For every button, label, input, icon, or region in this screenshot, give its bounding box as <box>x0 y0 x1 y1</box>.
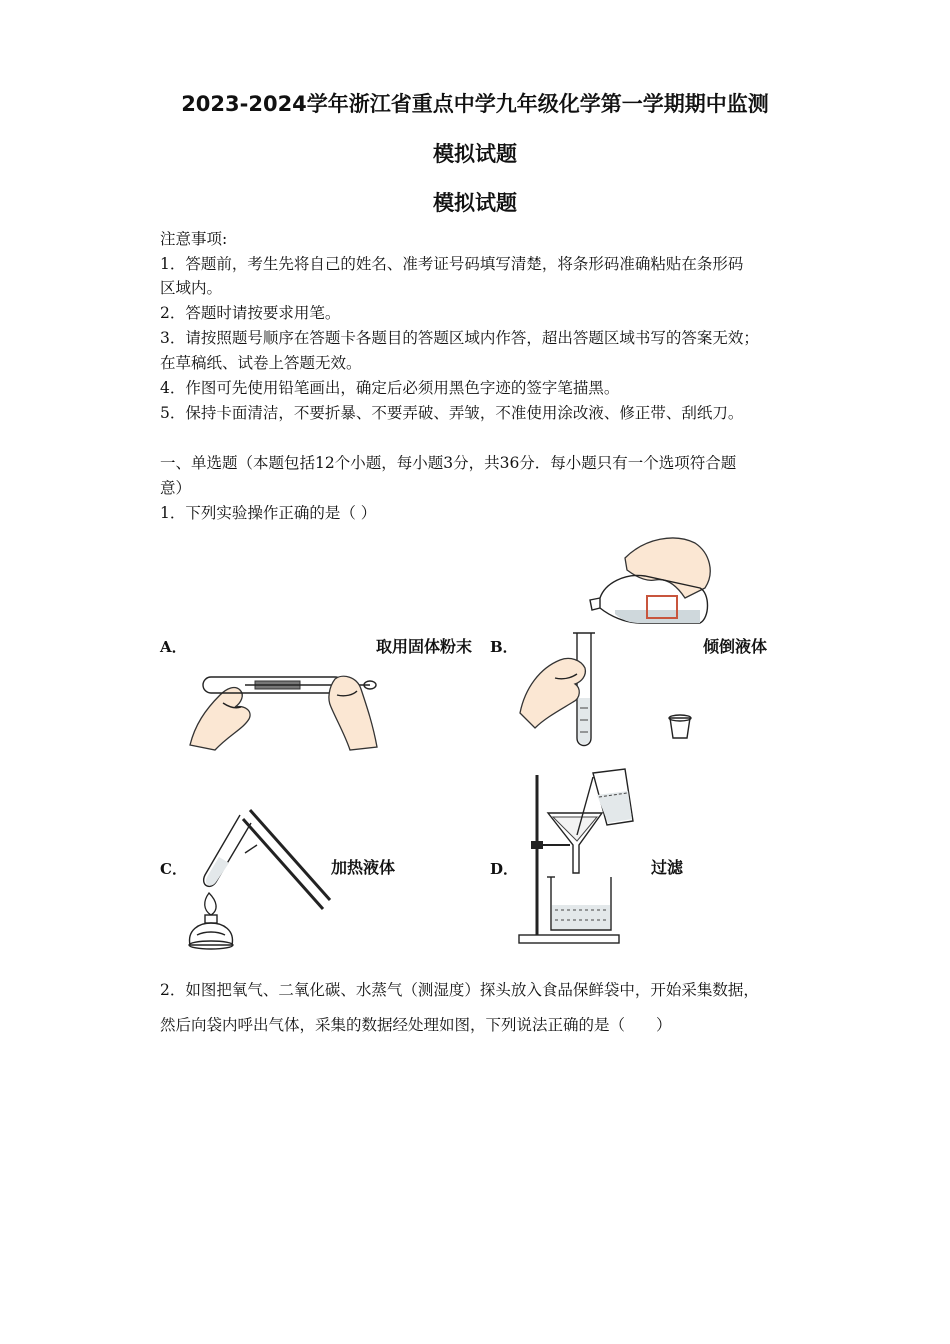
notice-line: 1．答题前，考生先将自己的姓名、准考证号码填写清楚，将条形码准确粘贴在条形码 <box>160 255 744 273</box>
option-d-letter: D． <box>490 860 519 878</box>
notice-line: 4．作图可先使用铅笔画出，确定后必须用黑色字迹的签字笔描黑。 <box>160 379 620 397</box>
question-2-stem-cont: 然后向袋内呼出气体，采集的数据经处理如图，下列说法正确的是（ ） <box>160 1016 672 1034</box>
option-b-letter: B． <box>490 638 518 656</box>
section-heading-cont: 意） <box>160 479 192 497</box>
notice-line: 区域内。 <box>160 279 223 297</box>
section-heading: 一、单选题（本题包括12个小题，每小题3分，共36分．每小题只有一个选项符合题 <box>160 454 737 472</box>
notice-line: 5．保持卡面清洁，不要折暴、不要弄破、弄皱，不准使用涂改液、修正带、刮纸刀。 <box>160 404 744 422</box>
notice-line: 在草稿纸、试卷上答题无效。 <box>160 354 362 372</box>
option-c-letter: C． <box>160 860 187 878</box>
filtration-icon <box>515 765 655 950</box>
heating-liquid-icon <box>185 805 335 950</box>
notice-heading: 注意事项: <box>160 230 228 248</box>
notice-line: 3．请按照题号顺序在答题卡各题目的答题区域内作答，超出答题区域书写的答案无效； <box>160 329 759 347</box>
page-subtitle-repeat: 模拟试题 <box>433 191 517 215</box>
question-1-stem: 1．下列实验操作正确的是（ ） <box>160 504 377 522</box>
option-c-label: 加热液体 <box>331 858 396 877</box>
pouring-liquid-icon <box>515 528 725 753</box>
question-2-stem: 2．如图把氧气、二氧化碳、水蒸气（测湿度）探头放入食品保鲜袋中，开始采集数据， <box>160 981 759 999</box>
option-a-letter: A． <box>160 638 187 656</box>
notice-line: 2．答题时请按要求用笔。 <box>160 304 341 322</box>
powder-spatula-icon <box>185 655 385 755</box>
option-b-label: 倾倒液体 <box>703 637 768 656</box>
page-title: 2023-2024学年浙江省重点中学九年级化学第一学期期中监测 <box>181 92 769 116</box>
option-a-label: 取用固体粉末 <box>376 637 473 656</box>
option-d-label: 过滤 <box>651 858 684 877</box>
page-subtitle: 模拟试题 <box>433 142 517 166</box>
